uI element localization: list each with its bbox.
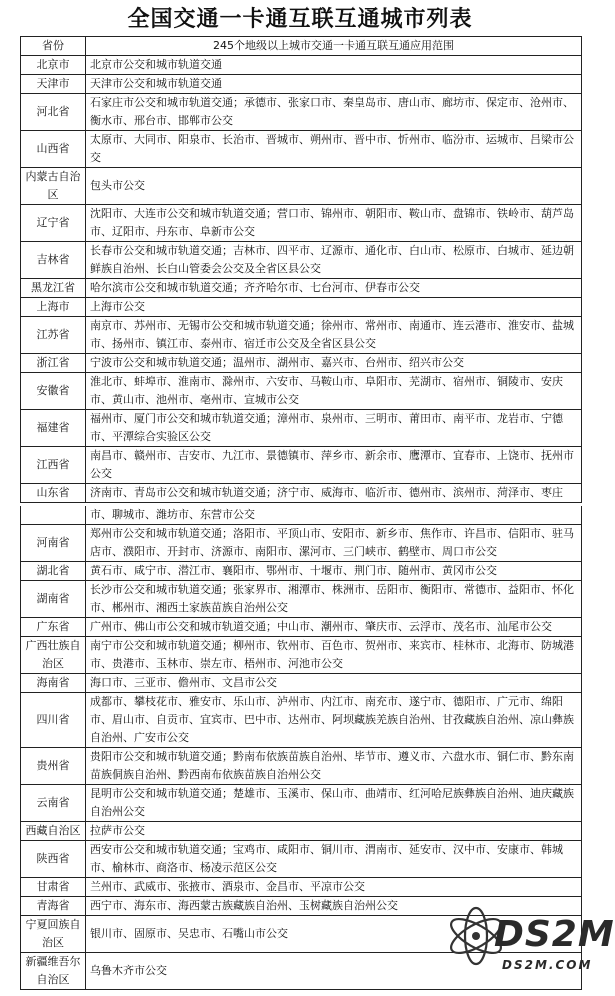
table-row [21,822,582,841]
scope-cell: 拉萨市公交 [86,822,582,841]
scope-cell: 南宁市公交和城市轨道交通；柳州市、钦州市、百色市、贺州市、来宾市、桂林市、北海市、防城港市、贵港市、玉林市、崇左市、梧州市、河池市公交 [86,637,582,674]
province-cell: 辽宁省 [21,205,86,242]
province-cell: 甘肃省 [21,878,86,897]
scope-cell: 昆明市公交和城市轨道交通；楚雄市、玉溪市、保山市、曲靖市、红河哈尼族彝族自治州、迪庆藏族自治州公交 [86,785,582,822]
province-cell: 北京市 [21,56,86,75]
province-cell: 宁夏回族自治区 [21,916,86,953]
ds2m-watermark [442,900,615,978]
header-province: 省份 [21,37,86,56]
table-row [21,447,582,484]
province-cell: 陕西省 [21,841,86,878]
province-cell: 天津市 [21,75,86,94]
table-row [21,410,582,447]
province-cell: 黑龙江省 [21,279,86,298]
table-row [21,618,582,637]
province-cell: 湖北省 [21,562,86,581]
scope-cell: 兰州市、武威市、张掖市、酒泉市、金昌市、平凉市公交 [86,878,582,897]
province-cell: 青海省 [21,897,86,916]
scope-cell: 成都市、攀枝花市、雅安市、乐山市、泸州市、内江市、南充市、遂宁市、德阳市、广元市、绵阳市、眉山市、自贡市、宜宾市、巴中市、达州市、阿坝藏族羌族自治州、甘孜藏族自治州、凉山彝族自治州、广安市公交 [86,693,582,748]
table-row [21,693,582,748]
table-row [21,674,582,693]
province-cell: 西藏自治区 [21,822,86,841]
province-cell: 湖南省 [21,581,86,618]
province-cell: 四川省 [21,693,86,748]
scope-cell: 石家庄市公交和城市轨道交通；承德市、张家口市、秦皇岛市、唐山市、廊坊市、保定市、沧州市、衡水市、邢台市、邯郸市公交 [86,94,582,131]
scope-cell: 南昌市、赣州市、吉安市、九江市、景德镇市、萍乡市、新余市、鹰潭市、宜春市、上饶市、抚州市公交 [86,447,582,484]
table-row [21,484,582,503]
page-title: 全国交通一卡通互联互通城市列表 [127,7,473,32]
scope-cell: 黄石市、咸宁市、潜江市、襄阳市、鄂州市、十堰市、荆门市、随州市、黄冈市公交 [86,562,582,581]
table-row [21,373,582,410]
table-row [21,637,582,674]
scope-cell: 长沙市公交和城市轨道交通；张家界市、湘潭市、株洲市、岳阳市、衡阳市、常德市、益阳市、怀化市、郴州市、湘西土家族苗族自治州公交 [86,581,582,618]
province-cell: 广东省 [21,618,86,637]
header-scope: 245个地级以上城市交通一卡通互联互通应用范围 [86,37,582,56]
province-cell: 云南省 [21,785,86,822]
province-cell: 浙江省 [21,354,86,373]
province-cell: 吉林省 [21,242,86,279]
scope-cell: 包头市公交 [86,168,582,205]
province-cell: 江西省 [21,447,86,484]
scope-cell: 郑州市公交和城市轨道交通；洛阳市、平顶山市、安阳市、新乡市、焦作市、许昌市、信阳市、驻马店市、濮阳市、开封市、济源市、南阳市、漯河市、三门峡市、鹤壁市、周口市公交 [86,525,582,562]
scope-cell: 天津市公交和城市轨道交通 [86,75,582,94]
table-row [21,841,582,878]
table-row [21,581,582,618]
scope-cell: 宁波市公交和城市轨道交通；温州市、湖州市、嘉兴市、台州市、绍兴市公交 [86,354,582,373]
scope-cell: 南京市、苏州市、无锡市公交和城市轨道交通；徐州市、常州市、南通市、连云港市、淮安市、盐城市、扬州市、镇江市、泰州市、宿迁市公交及全省区县公交 [86,317,582,354]
scope-cell: 广州市、佛山市公交和城市轨道交通；中山市、潮州市、肇庆市、云浮市、茂名市、汕尾市公交 [86,618,582,637]
scope-cell: 沈阳市、大连市公交和城市轨道交通；营口市、锦州市、朝阳市、鞍山市、盘锦市、铁岭市、葫芦岛市、辽阳市、丹东市、阜新市公交 [86,205,582,242]
province-cell: 河南省 [21,525,86,562]
scope-cell: 贵阳市公交和城市轨道交通；黔南布依族苗族自治州、毕节市、遵义市、六盘水市、铜仁市、黔东南苗族侗族自治州、黔西南布依族苗族自治州公交 [86,748,582,785]
table-row [21,525,582,562]
scope-cell: 海口市、三亚市、儋州市、文昌市公交 [86,674,582,693]
scope-cell: 西安市公交和城市轨道交通；宝鸡市、咸阳市、铜川市、渭南市、延安市、汉中市、安康市、韩城市、榆林市、商洛市、杨凌示范区公交 [86,841,582,878]
table-row [21,878,582,897]
scope-cell: 福州市、厦门市公交和城市轨道交通；漳州市、泉州市、三明市、莆田市、南平市、龙岩市、宁德市、平潭综合实验区公交 [86,410,582,447]
scope-cell: 长春市公交和城市轨道交通；吉林市、四平市、辽源市、通化市、白山市、松原市、白城市、延边朝鲜族自治州、长白山管委会公交及全省区县公交 [86,242,582,279]
province-cell: 海南省 [21,674,86,693]
table-row [21,94,582,131]
table-row [21,785,582,822]
watermark-logo-text: DS2M [494,914,615,955]
table-row [21,131,582,168]
table-row [21,506,582,525]
table-row [21,56,582,75]
province-cell: 福建省 [21,410,86,447]
scope-cell: 淮北市、蚌埠市、淮南市、滁州市、六安市、马鞍山市、阜阳市、芜湖市、宿州市、铜陵市、安庆市、黄山市、池州市、亳州市、宣城市公交 [86,373,582,410]
province-cell: 山西省 [21,131,86,168]
province-cell: 安徽省 [21,373,86,410]
scope-cell: 银川市、固原市、吴忠市、石嘴山市公交 [86,916,582,953]
table-row [21,279,582,298]
table-row [21,562,582,581]
scope-cell: 哈尔滨市公交和城市轨道交通；齐齐哈尔市、七台河市、伊春市公交 [86,279,582,298]
table-row [21,317,582,354]
scope-cell: 北京市公交和城市轨道交通 [86,56,582,75]
province-cell: 河北省 [21,94,86,131]
province-cell: 新疆维吾尔自治区 [21,953,86,990]
table-row [21,354,582,373]
province-cell: 山东省 [21,484,86,503]
table-row [21,168,582,205]
scope-cell: 市、聊城市、潍坊市、东营市公交 [86,506,582,525]
scope-cell: 乌鲁木齐市公交 [86,953,582,990]
scope-cell: 济南市、青岛市公交和城市轨道交通；济宁市、威海市、临沂市、德州市、滨州市、菏泽市、枣庄 [86,484,582,503]
province-cell: 上海市 [21,298,86,317]
table-row [21,242,582,279]
table-row [21,748,582,785]
table-row [21,205,582,242]
table-row [21,298,582,317]
table-row [21,75,582,94]
province-cell: 内蒙古自治区 [21,168,86,205]
province-cell: 广西壮族自治区 [21,637,86,674]
scope-cell: 西宁市、海东市、海西蒙古族藏族自治州、玉树藏族自治州公交 [86,897,582,916]
watermark-site-text: DS2M.COM [502,958,593,972]
table-header-row [21,37,582,56]
province-cell: 贵州省 [21,748,86,785]
province-cell [21,506,86,525]
city-table-part1 [20,36,582,503]
scope-cell: 上海市公交 [86,298,582,317]
province-cell: 江苏省 [21,317,86,354]
scope-cell: 太原市、大同市、阳泉市、长治市、晋城市、朔州市、晋中市、忻州市、临汾市、运城市、吕梁市公交 [86,131,582,168]
